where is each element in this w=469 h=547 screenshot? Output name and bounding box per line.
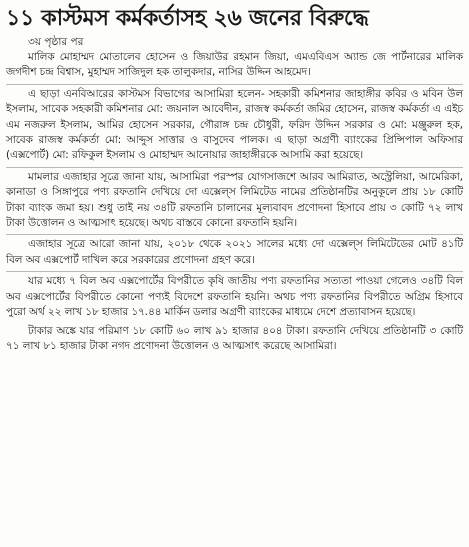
paragraph-fir-details: মামলার এজাহার সূত্রে জানা যায়, আসামিরা পরস্পর যোগসাজশে আরব আমিরাত, অস্ট্রেলিয়া, আমেরিকা, কানাডা ও সিঙ্গাপুরে পণ্য রফতানি দেখিয়ে দো এক্সেল্স লিমিটেড নামের প্রতিষ্ঠানটির অনুকূলে প্রায় ১৮ কোটি টাকা ব্যাংক জমা হয়। শুধু তাই নয় ৩৪টি রফতানি চালানের মূল্যবাবদ প্রণোদনা হিসাবে প্রায় ৩ কোটি ৭২ লাখ টাকা উত্তোলন ও আত্মসাৎ হয়েছে। অথচ বাস্তবে কোনো রফতানি হয়নি।: [6, 170, 463, 230]
paragraph-divider: [6, 84, 463, 85]
paragraph-amount-embezzled: টাকার অঙ্কে যার পরিমাণ ১৮ কোটি ৬০ লাখ ৯১ হাজার ৪০৪ টাকা। রফতানি দেখিয়ে প্রতিষ্ঠানটি ৩ কোটি ৭১ লাখ ৮১ হাজার টাকা নগদ প্রণোদনা উত্তোলন ও আত্মসাৎ করেছে আসামিরা।: [6, 324, 463, 352]
paragraph-fake-exports: যার মধ্যে ৭ বিল অব এক্সপোর্টের বিপরীতে কৃষি জাতীয় পণ্য রফতানির সত্যতা পাওয়া গেলেও ৩৪টি বিল অব এক্সপোর্টের বিপরীতে কোনো পণ্যই বিদেশে রফতানি হয়নি। অথচ পণ্য রফতানির বিপরীতে অগ্রিম হিসাবে পুরো অর্থ ২২ লাখ ১৮ হাজার ১৭.৪৪ মার্কিন ডলার অগ্রণী ব্যাংকের মাধ্যমে দেশে প্রত্যাবাসন হয়েছে।: [6, 275, 463, 319]
paragraph-divider: [6, 167, 463, 168]
paragraph-accused-owners: মালিক মোহাম্মদ মোতালেব হোসেন ও জিয়াউর রহমান জিয়া, এমএবিএস অ্যান্ড জে পার্টনারের মালিক জগদীশ চন্দ্র বিশ্বাস, মুহাম্মদ সাজিদুল হক তালুকদার, নাসির উদ্দিন আহমেদ।: [6, 51, 463, 79]
article-body: [6, 50, 463, 354]
paragraph-divider: [6, 271, 463, 272]
paragraph-customs-accused: এ ছাড়া এনবিআরের কাস্টমস বিভাগের আসামিরা হলেন- সহকারী কমিশনার জাহাঙ্গীর কবির ও মবিন উল ইসলাম, সাবেক সহকারী কমিশনার মো: জয়নাল আবেদীন, রাজস্ব কর্মকর্তা জমির হোসেন, রাজস্ব কর্মকর্তা এ এইচ এম নজরুল ইসলাম, আমির হোসেন সরকার, গৌরাঙ্গ চন্দ্র চৌধুরী, ফরিদ উদ্দিন সরকার ও মো: মঞ্জুরুল হক, সাবেক রাজস্ব কর্মকর্তা মো: আব্দুস সাত্তার ও বাসুদেব পালক। এ ছাড়া অগ্রণী ব্যাংকের প্রিন্সিপাল অফিসার (এক্সপোর্ট) মো: রফিকুল ইসলাম ও মোহাম্মদ আনোয়ার জাহাঙ্গীরকে আসামি করা হয়েছে।: [6, 87, 463, 162]
paragraph-divider: [6, 234, 463, 235]
paragraph-bills-of-export: এজাহার সূত্রে আরো জানা যায়, ২০১৮ থেকে ২০২১ সালের মধ্যে দো এক্সেল্স লিমিটেডের মোট ৪১টি বিল অব এক্সপোর্ট দাখিল করে সরকারের প্রণোদনা গ্রহণ করে।: [6, 238, 463, 266]
headline: ১১ কাস্টমস কর্মকর্তাসহ ২৬ জনের বিরুদ্ধে: [6, 5, 369, 31]
continued-from-label: ৩য় পৃষ্ঠার পর: [28, 36, 84, 48]
